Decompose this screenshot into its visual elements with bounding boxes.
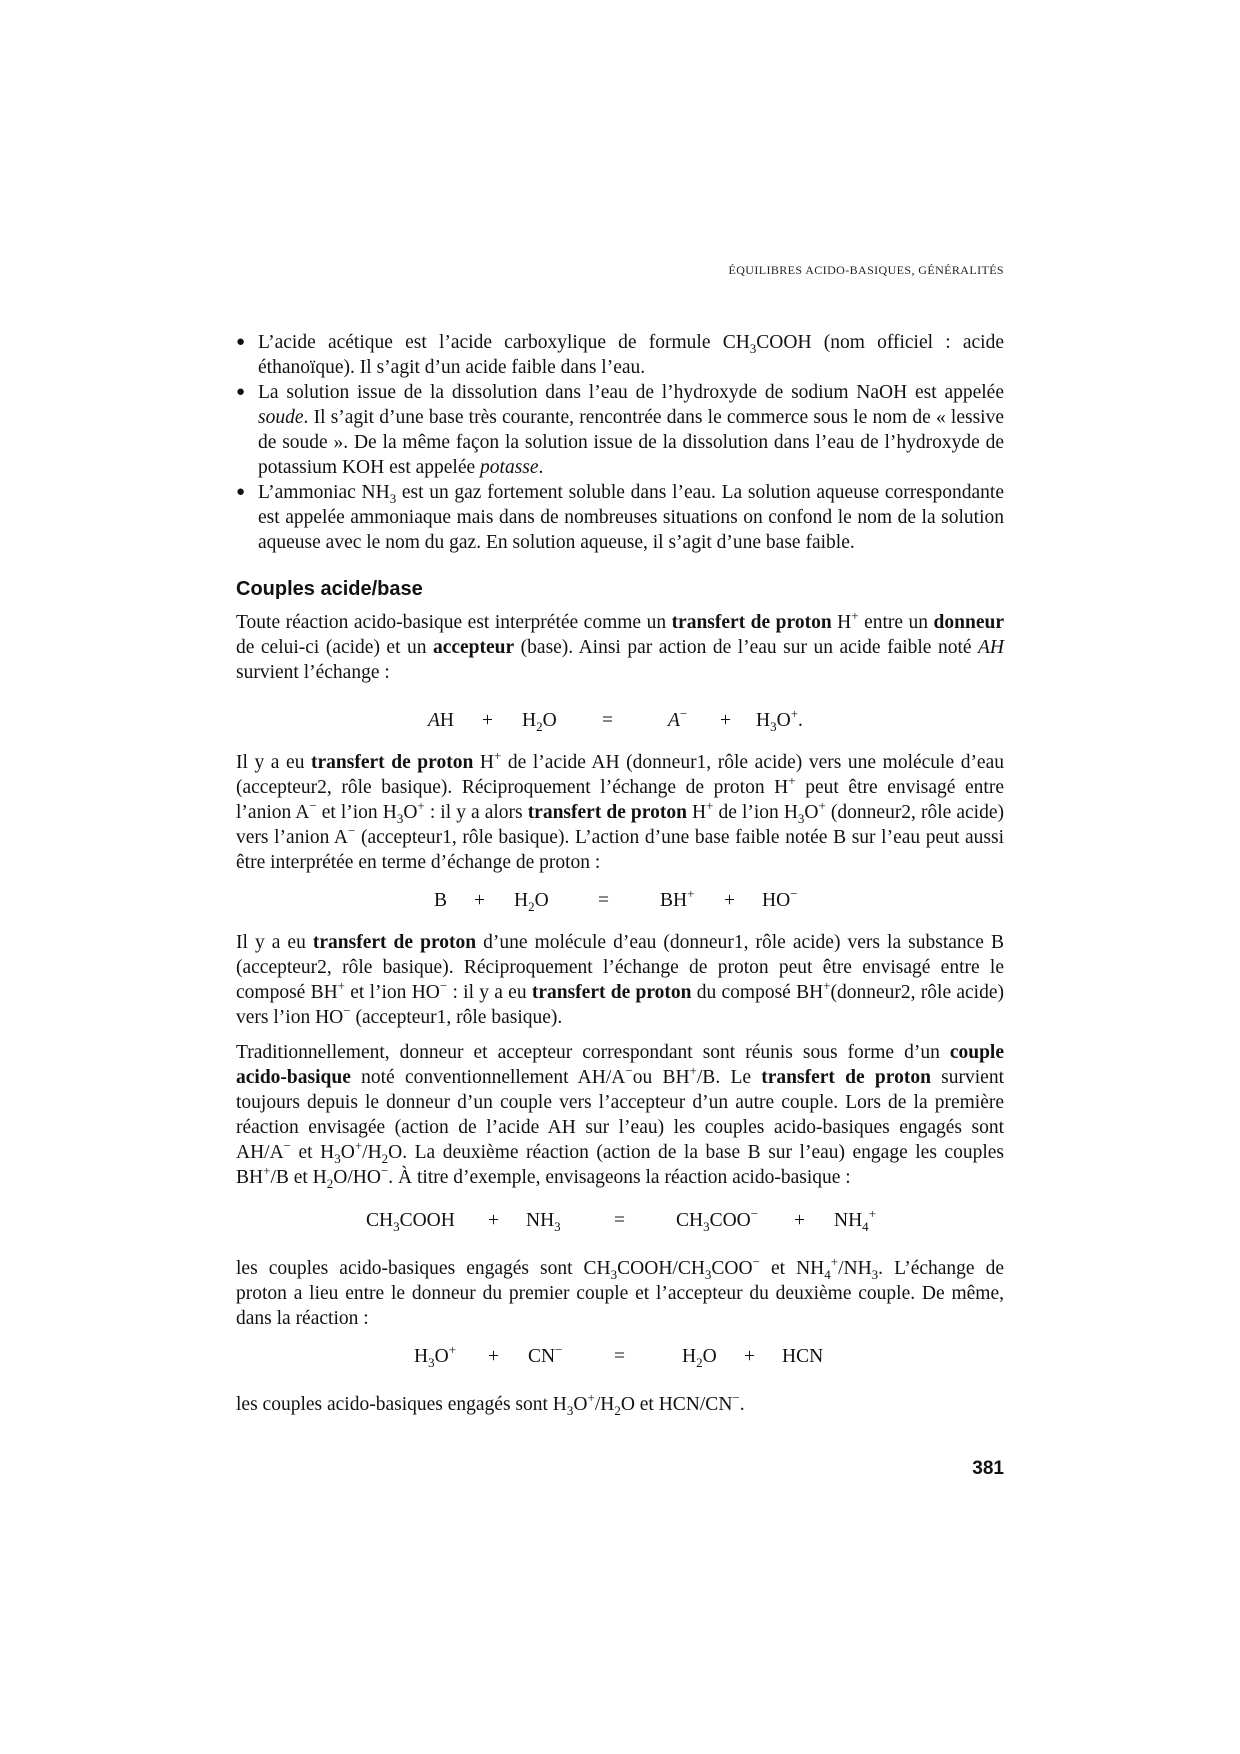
bullet-icon: ● (236, 384, 246, 400)
bullet-icon: ● (236, 484, 246, 500)
bullet-icon: ● (236, 334, 246, 350)
page-number: 381 (972, 1458, 1004, 1479)
section-title: Couples acide/base (236, 578, 423, 600)
paragraph: Il y a eu transfert de proton d’une molécule d’eau (donneur1, rôle acide) vers la substance B (accepteur2, rôle basique). Réciproquement l’échange de proton peut être envisagé entre le composé BH+ et l’ion HO− : il y a eu transfert de proton du composé BH+(donneur2, rôle acide) vers l’ion HO− (accepteur1, rôle basique). (236, 932, 1004, 1028)
running-header: ÉQUILIBRES ACIDO-BASIQUES, GÉNÉRALITÉS (728, 263, 1004, 277)
list-item: ● L’acide acétique est l’acide carboxylique de formule $CH_3COOH$ (nom officiel : acide éthanoïque). Il s’agit d’un acide faible dans l’eau. (236, 332, 1004, 378)
equation: $CH_3COOH$ + $NH_3$ = $CH_3COO^-$ + $NH_4^+$ (366, 1206, 877, 1234)
list-item: ● L’ammoniac $NH_3$ est un gaz fortement soluble dans l’eau. La solution aqueuse correspondante est appelée ammoniaque mais dans de nombreuses situations on confond le nom de la solution aqueuse avec le nom du gaz. En solution aqueuse, il s’agit d’une base faible. (236, 482, 1004, 553)
bullet-list (236, 330, 1004, 555)
equation: B + $H_2O$ = BH+ + HO− (434, 886, 798, 914)
paragraph: Il y a eu transfert de proton H+ de l’acide AH (donneur1, rôle acide) vers une molécule d’eau (accepteur2, rôle basique). Réciproquement l’échange de proton H+ peut être envisagé entre l’anion A− et l’ion $H_3O^+$ : il y a alors transfert de proton H+ de l’ion $H_3O^+$ (donneur2, rôle acide) vers l’anion A− (accepteur1, rôle basique). L’action d’une base faible notée B sur l’eau peut aussi être interprétée en terme d’échange de proton : (236, 748, 1004, 873)
paragraph: les couples acido-basiques engagés sont $H_3O^+/H_2O$ et HCN/CN−. (236, 1390, 745, 1418)
equation: AH + $H_2O$ = A− + $H_3O^+$. (428, 706, 803, 734)
equation: $H_3O^+$ + CN− = $H_2O$ + HCN (414, 1342, 824, 1370)
paragraph: Traditionnellement, donneur et accepteur correspondant sont réunis sous forme d’un couple acido-basique noté conventionnellement AH/A−ou BH+/B. Le transfert de proton survient toujours depuis le donneur d’un couple vers l’accepteur d’un autre couple. Lors de la première réaction envisagée (action de l’acide AH sur l’eau) les couples acido-basiques engagés sont AH/A− et $H_3O^+/H_2O$. La deuxième réaction (action de la base B sur l’eau) engage les couples BH+/B et $H_2O/HO^-$. À titre d’exemple, envisageons la réaction acido-basique : (236, 1042, 1005, 1191)
list-item: ● La solution issue de la dissolution dans l’eau de l’hydroxyde de sodium NaOH est appelée soude. Il s’agit d’une base très courante, rencontrée dans le commerce sous le nom de « lessive de soude ». De la même façon la solution issue de la dissolution dans l’eau de l’hydroxyde de potassium KOH est appelée potasse. (236, 382, 1004, 478)
paragraph: Toute réaction acido-basique est interprétée comme un transfert de proton H+ entre un donneur de celui-ci (acide) et un accepteur (base). Ainsi par action de l’eau sur un acide faible noté AH survient l’échange : (236, 608, 1004, 683)
paragraph: les couples acido-basiques engagés sont $CH_3COOH/CH_3COO^-$ et $NH_4^+/NH_3$. L’échange de proton a lieu entre le donneur du premier couple et l’accepteur du deuxième couple. De même, dans la réaction : (236, 1254, 1004, 1329)
